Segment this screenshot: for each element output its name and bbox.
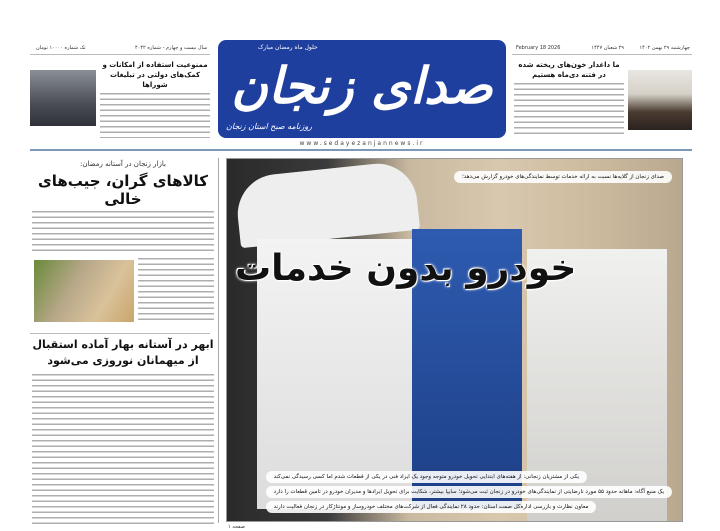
divider [512,54,692,55]
greeting: حلول ماه رمضان مبارک [258,44,318,51]
caption-3: معاون نظارت و بازرسی اداره‌کل صمت استان: حدود ۲۸ نمایندگی فعال از شرکت‌های مختلف خودروساز و مونتاژکار در زنجان فعالیت دارند [266,501,597,513]
caption-2: یک منبع آگاه: ماهانه حدود ۵۵ مورد نارضایتی از نمایندگی‌های خودرو در زنجان ثبت می‌شود؛ سایپا بیشتر، شکایت برای تحویل ایرادها و مدیران خودرو در تامین قطعات را دارد [266,486,672,498]
main-headline: خودرو بدون خدمات [235,248,577,289]
divider [30,333,210,334]
date-persian: چهارشنبه ۲۹ بهمن ۱۴۰۲ [639,45,690,51]
body-text [32,211,214,254]
headline-line-1: ابهر در آستانه بهار آماده استقبال [32,338,214,351]
car-hood [234,160,420,248]
top-caption: صدای زنجان از گلایه‌ها نسبت به ارائه خدمات توسط نمایندگی‌های خودرو گزارش می‌دهد؛ [454,171,672,183]
top-left-story[interactable] [30,58,212,140]
left-story-2[interactable] [30,338,216,525]
body-text [138,258,214,324]
masthead [218,40,506,138]
market-photo [34,260,134,322]
portrait-photo [30,70,96,126]
left-story-1[interactable] [30,160,216,328]
kicker: بازار زنجان در آستانه رمضان: [80,160,166,168]
date-gregorian: February 18 2026 [516,45,561,51]
divider [30,54,210,55]
top-right-story[interactable] [512,58,692,140]
website[interactable]: www.sedayezanjannews.ir [299,140,425,147]
body-text [32,374,214,525]
caption-1: یکی از مشتریان زنجانی: از هفته‌های ابتدایی تحویل خودرو متوجه وجود یک ایراد فنی در یکی از قطعات شدم اما کسی رسیدگی نمی‌کند [266,471,587,483]
body-text [100,93,210,138]
date-hijri: ۲۹ شعبان ۱۴۴۷ [591,45,624,51]
page-number: صفحه ۱ [228,524,245,530]
header-divider [30,149,692,151]
year-issue: سال بیست و چهارم - شماره ۴۰۴۲ [135,45,208,51]
body-text [514,83,624,138]
subtitle: روزنامه صبح استان زنجان [226,122,313,131]
main-story-photo[interactable] [226,158,683,522]
headline-line-2: از میهمانان نوروزی می‌شود [47,354,199,367]
portrait-photo [628,70,692,130]
headline: ممنوعیت استفاده از امکانات و کمک‌های دولتی در تبلیغات شوراها [102,61,208,89]
newspaper-title: صدای زنجان [231,56,493,115]
column-divider [218,158,219,523]
headline: ما داغدار خون‌های ریخته شده در فتنه دی‌ماه هستیم [518,61,620,79]
price: تک شماره ۱۰۰۰۰ تومان [36,45,86,51]
headline: کالاهای گران، جیب‌های خالی [37,172,209,208]
